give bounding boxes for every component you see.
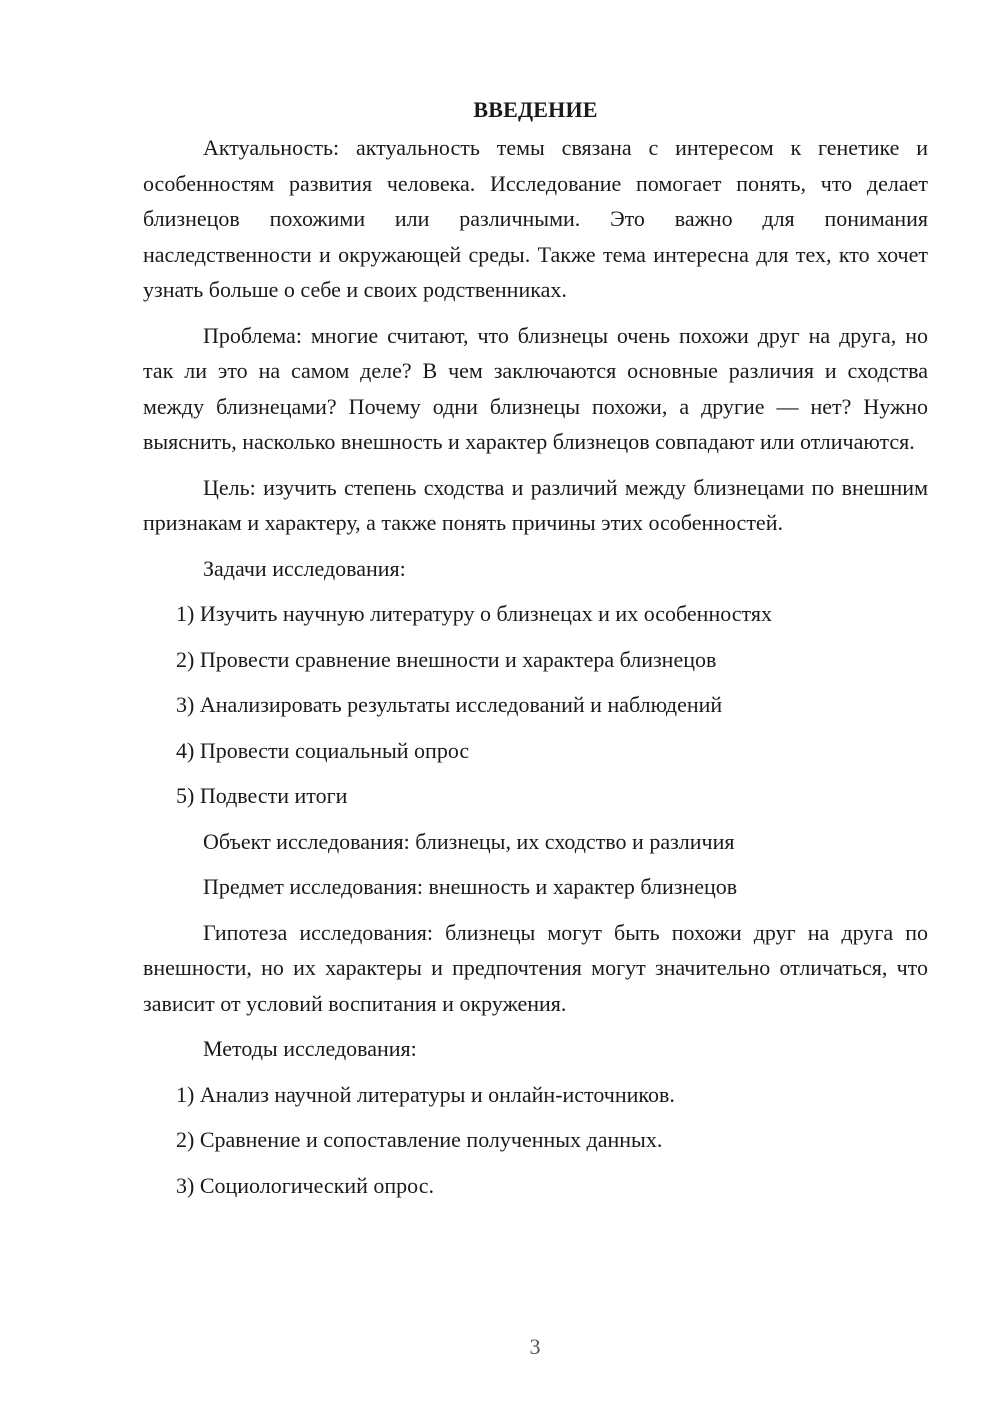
list-item: 2) Провести сравнение внешности и характера близнецов bbox=[176, 646, 717, 672]
list-item: 4) Провести социальный опрос bbox=[176, 737, 470, 763]
list-item: 1) Анализ научной литературы и онлайн-источников. bbox=[176, 1081, 675, 1107]
list-item: 3) Социологический опрос. bbox=[176, 1172, 434, 1198]
hypothesis-paragraph: Гипотеза исследования: близнецы могут быть похожи друг на друга по внешности, но их характеры и предпочтения могут значительно отличаться, что зависит от условий воспитания и окружения. bbox=[143, 919, 928, 1016]
goal-paragraph: Цель: изучить степень сходства и различий между близнецами по внешним признакам и характеру, а также понять причины этих особенностей. bbox=[143, 474, 928, 535]
page-title: ВВЕДЕНИЕ bbox=[473, 97, 598, 122]
methods-list bbox=[143, 1077, 928, 1204]
list-item: 3) Анализировать результаты исследований и наблюдений bbox=[176, 692, 723, 717]
problem-paragraph: Проблема: многие считают, что близнецы очень похожи друг на друга, но так ли это на самом деле? В чем заключаются основные различия и сходства между близнецами? Почему одни близнецы похожи, а другие — нет? Нужно выяснить, насколько внешность и характер близнецов совпадают или отличаются. bbox=[143, 322, 928, 454]
list-item: 1) Изучить научную литературу о близнецах и их особенностях bbox=[176, 601, 772, 626]
object-line: Объект исследования: близнецы, их сходство и различия bbox=[203, 828, 735, 854]
document-page bbox=[143, 92, 928, 1213]
tasks-list bbox=[143, 596, 928, 814]
relevance-paragraph: Актуальность: актуальность темы связана с интересом к генетике и особенностям развития человека. Исследование помогает понять, что делает близнецов похожими или различными. Это важно для понимания наследственности и окружающей среды. Также тема интересна для тех, кто хочет узнать больше о себе и своих родственниках. bbox=[143, 135, 928, 302]
page-number: 3 bbox=[529, 1334, 541, 1359]
list-item: 5) Подвести итоги bbox=[176, 783, 348, 808]
methods-heading: Методы исследования: bbox=[203, 1036, 417, 1061]
tasks-heading: Задачи исследования: bbox=[203, 555, 406, 581]
list-item: 2) Сравнение и сопоставление полученных данных. bbox=[176, 1127, 663, 1152]
subject-line: Предмет исследования: внешность и характер близнецов bbox=[203, 874, 738, 899]
